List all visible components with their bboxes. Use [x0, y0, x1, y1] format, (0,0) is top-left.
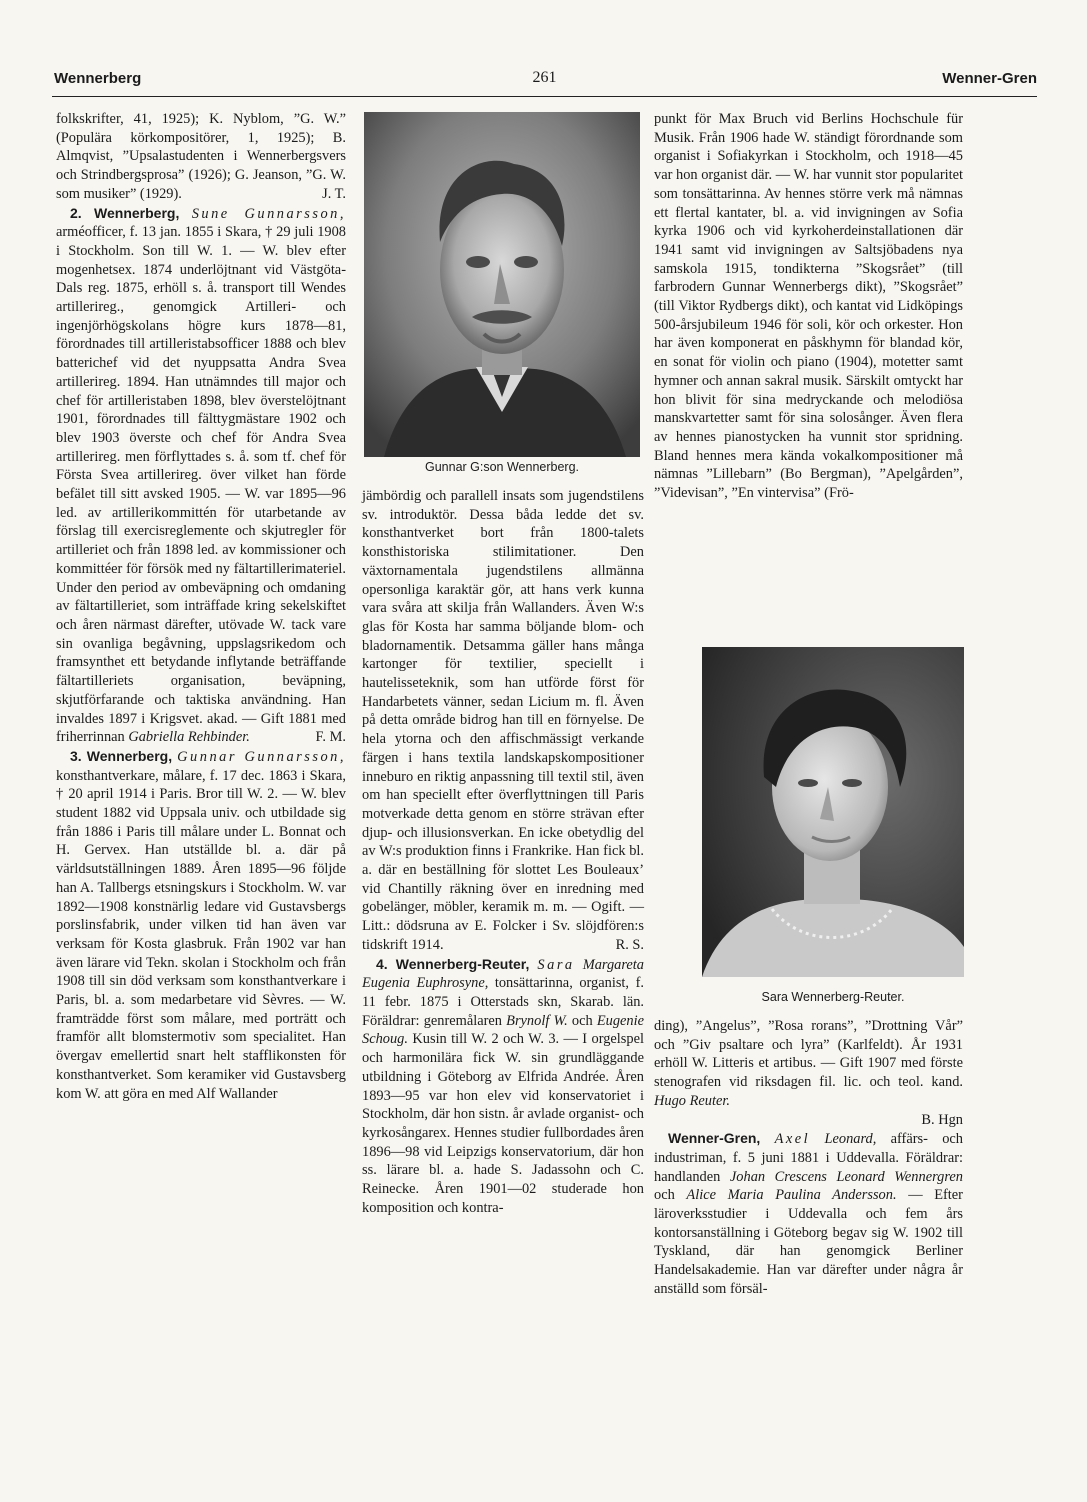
entry-name: Wennerberg, — [94, 204, 180, 221]
entry-4: 4. Wennerberg-Reuter, Sara Margareta Eugenia Euphrosyne, tonsättarinna, organist, f. 11 febr. 1875 i Otterstads skn, Skarab. län. Föräldrar: genremålaren Brynolf W. och Eugenie Schoug. Kusin till W. 2 och W. 3. — I orgelspel och harmonilära fick W. sin grundläggande utbildning i Göteborg av Elfrida Andrée. Åren 1893—95 var hon elev vid konservatoriet i Stockholm, där hon sistn. år avlade organist- och kyrkosångarex. Hennes studier fullbordades åren 1896—98 vid Leipzigs konservatorium, där hon ss. lärare bl. a. hade S. Jadassohn och C. Reinecke. Åren 1901—02 studerade hon komposition och kontra- — [362, 955, 644, 1216]
entry-4-continued: punkt för Max Bruch vid Berlins Hochschule für Musik. Från 1906 hade W. ständigt förordnande som organist i Sofiakyrkan i Stockholm, och 1918—45 var hon organist där. — W. har vunnit stor popularitet som tonsättarinna. Av hennes större verk må nämnas ett flertal kantater, bl. a. vid invigningen av Sofia kyrka 1906 och vid kyrkoherdeinstallationen där 1941 samt vid invigningen av Saltsjöbadens nya samskola 1915, tondikterna ”Skogsrået” (till farbrodern Gunnar Wennerbergs dikt), ”Skogsrået” (till Viktor Rydbergs dikt), och kantat vid Lidköpings 500-årsjubileum 1946 för soli, kör och orkester. Hon har även komponerat en påskhymn för blandad kör, en sonat för violin och piano (1904), motetter samt hymner och annan sakral musik. Särskilt omtyckt har hon blivit för sina medryckande och melodiösa manskvartetter samt för sina solosånger. Även flera av hennes pianostycken ha vunnit stor spridning. Bland hennes mera kända vokalkompositioner må nämnas ”Lillebarn” (Bo Bergman), ”Apelgården”, ”Videvisan”, ”En vintervisa” (Frö- — [654, 111, 963, 502]
entry-text: Kusin till W. 2 och W. 3. — I orgelspel och harmonilära fick W. sin grundläggande utbildning i Göteborg av Elfrida Andrée. Åren 1893—95 var hon elev vid konservatoriet i Stockholm, där hon sistn. år avlade organist- och kyrkosångarex. Hennes studier fullbordades åren 1896—98 vid Leipzigs konservatorium, där hon ss. lärare bl. a. hade S. Jadassohn och C. Reinecke. Åren 1901—02 studerade hon komposition och kontra- — [362, 1031, 644, 1216]
entry-3-continued: jämbördig och parallell insats som jugendstilens sv. introduktör. Dessa båda ledde det sv. konsthantverket bort från 1800-talets konsthistoriska stilimitationer. Den växtornamentala jugendstilens allmänna opersonliga karaktär gör, att hans verk kunna vara svåra att skilja från Wallanders. Även W:s glas för Kosta har samma böljande blom- och bladornamentik. Detsamma gäller hans många kartonger för textilier, speciellt i hautelisseteknik, som han utförde först för Handarbetets vänner, sedan Licium m. fl. Även på detta område bidrog han till en förnyelse. De hela ytorna och den affischmässigt verkande färgen i hans textila landskapskompositioner inneburo en riktig anpassning till textil stil, även om han speciellt efter överflyttningen till Paris motverkade detta genom en större strävan efter djup- och illusionsverkan. En icke obetydlig del av W:s produktion finns i Frankrike. Han fick bl. a. där en beställning för slottet Les Bouleaux’ vid Chantilly räkning över en inredning med gobelänger, möbler, keramik m. m. — Ogift. — Litt.: dödsruna av E. Folcker i Sv. slöjdfören:s tidskrift 1914. R. S. — [362, 488, 644, 953]
entry-text: tonsättarinna, organist, f. 11 febr. 1875 i Otterstads skn, Skarab. län. Föräldrar: genremålaren — [362, 975, 644, 1029]
entry-name: Wennerberg-Reuter, — [395, 955, 530, 972]
author-signature: B. Hgn — [921, 1111, 963, 1128]
entry-2 — [56, 204, 346, 747]
father-name: Johan Crescens Leonard Wennergren — [729, 1168, 963, 1185]
mother-name: Eugenie Schoug. — [362, 1012, 644, 1048]
entry-given-name: Sune Gunnarsson, — [191, 205, 346, 222]
entry-4-end: ding), ”Angelus”, ”Rosa rorans”, ”Drottning Vår” och ”Giv psaltare och lyra” (Karlfeldt). År 1931 erhöll W. Litteris et artibus. — Gift 1907 med förste stenografen vid riksdagen fil. lic. och teol. kand. Hugo Reuter. — [654, 1018, 963, 1109]
header-right-entry: Wenner-Gren — [942, 70, 1037, 87]
father-name: Brynolf W. — [506, 1012, 568, 1029]
entry-1-references: folkskrifter, 41, 1925); K. Nyblom, ”G. W.” (Populära körkompositörer, 1, 1925); B. Almqvist, ”Upsalastudenten i Wennerbergsvers och Strindbergsprosa” (1926); G. Jeanson, ”G. W. som musiker” (1929). J. T. — [56, 111, 346, 202]
entry-text: konsthantverkare, målare, f. 17 dec. 1863 i Skara, † 20 april 1914 i Paris. Bror till W. 2. — W. blev student 1882 vid Uppsala univ. och utbildade sig från 1886 i Paris till målare under L. Bonnat och H. Gervex. Han utställde bl. a. där på världsutställningen 1889. Åren 1895—96 följde han A. Tallbergs etsningskurs i Stockholm. W. var 1892—1908 konstnärlig ledare vid Gustavsbergs porslinsfabrik, under vilken tid han även var verksam för Kosta glasbruk. Från 1902 var han även lärare vid Tekn. skolan i Stockholm och från 1908 till sin död verksam som konsthantverkare i Paris, bl. a. som medarbetare vid Sèvres. — W. framträdde först som målare, med porträtt och framför allt blomstermotiv som specialitet. Han övergav emellertid snart helt stafflikonsten för konsthantverket. Som keramiker vid Gustavsberg kom W. att göra en med Alf Wallander — [56, 767, 346, 1102]
column-2-text — [362, 487, 644, 1217]
header-left-entry: Wennerberg — [54, 70, 142, 87]
author-signature: F. M. — [315, 729, 346, 746]
entry-name: Wenner-Gren, — [668, 1130, 761, 1147]
mother-name: Alice Maria Paulina Andersson. — [686, 1187, 897, 1204]
photo-portrait-image — [702, 647, 964, 977]
entry-5: Wenner-Gren, Axel Leonard, affärs- och industriman, f. 5 juni 1881 i Uddevalla. Föräldrar: handlanden Johan Crescens Leonard Wennergren och Alice Maria Paulina Andersson. — Efter läroverksstudier i Uddevalla och fem års kontorsanställning i Göteborg begav sig W. 1902 till Tyskland, där han genomgick Berliner Handelsakademie. Han var därefter under några år anställd som försäl- — [654, 1130, 963, 1297]
portrait-gunnar-wennerberg — [364, 112, 640, 457]
entry-number: 2. — [70, 204, 82, 221]
entry-number: 3. — [70, 747, 82, 764]
page-number: 261 — [532, 69, 557, 86]
author-signature: R. S. — [615, 936, 644, 953]
entry-number: 4. — [376, 955, 388, 972]
entry-given-name-2: Leonard, — [824, 1131, 877, 1148]
entry-3 — [56, 747, 346, 1103]
column-1 — [56, 110, 346, 1103]
entry-given-name: Axel — [774, 1131, 811, 1148]
running-header — [52, 70, 1037, 97]
portrait-caption-gunnar: Gunnar G:son Wennerberg. — [424, 460, 580, 474]
husband-name: Hugo Reuter. — [654, 1092, 730, 1109]
entry-text: affärs- och industriman, f. 5 juni 1881 i Uddevalla. Föräldrar: handlanden — [654, 1131, 963, 1185]
entry-text: — Efter läroverksstudier i Uddevalla och fem års kontorsanställning i Göteborg begav sig W. 1902 till Tyskland, där han genomgick Berliner Handelsakademie. Han var därefter under några år anställd som försäl- — [654, 1187, 963, 1297]
portrait-sara-wennerberg-reuter — [702, 647, 964, 977]
entry-given-name: Sara — [537, 956, 575, 973]
entry-text: arméofficer, f. 13 jan. 1855 i Skara, † 29 juli 1908 i Stockholm. Son till W. 1. — W. blev efter mogenhetsex. 1874 underlöjtnant vid Västgöta-Dals reg. 1875, erhöll s. å. transport till Wendes artillerireg., genomgick Artilleri- och ingenjörhögskolans högre kurs 1878—81, förordnades till artilleristabsofficer 1888 och blev batterichef vid det nyuppsatta Andra Svea artillerireg. 1894. Han utnämndes till major och chef för artilleristaben 1898, blev överstelöjtnant 1901, förordnades till fälttygmästare 1902 och blev 1903 överste och chef för Andra Svea artillerireg. men förflyttades s. å. som tf. chef för Första Svea artillerireg. över vilket han förde befälet till sitt avsked 1905. — W. var 1895—96 led. av artillerikommittén för utarbetande av förslag till exercisreglemente och skjutregler för artilleriet och från 1898 led. av kommissioner och kommittéer för försök med ny fältartillerimateriel. Under den period av ombeväpning och omdaning av fältartilleriet, som inträffade kring sekelskiftet och åren närmast därefter, utövade W. tack vare sin ovanliga begåvning, uppslagsrikedom och framsynthet ett betydande inflytande beträffande fältartilleriets organisation, beväpning, skjutförfarande och taktiska användning. Han invaldes 1897 i Krigsvet. akad. — Gift 1881 med friherrinnan — [56, 224, 346, 746]
entry-name: Wennerberg, — [86, 747, 173, 764]
portrait-caption-sara: Sara Wennerberg-Reuter. — [761, 990, 905, 1004]
painted-portrait-image — [364, 112, 640, 457]
spouse-name: Gabriella Rehbinder. — [128, 729, 250, 746]
column-3-text-top — [654, 110, 963, 503]
entry-given-name: Gunnar Gunnarsson, — [177, 748, 346, 765]
entry-middle-names: Margareta Eugenia Euphrosyne, — [362, 956, 644, 992]
column-3-text-bottom — [654, 1017, 963, 1299]
author-signature: J. T. — [322, 185, 346, 202]
